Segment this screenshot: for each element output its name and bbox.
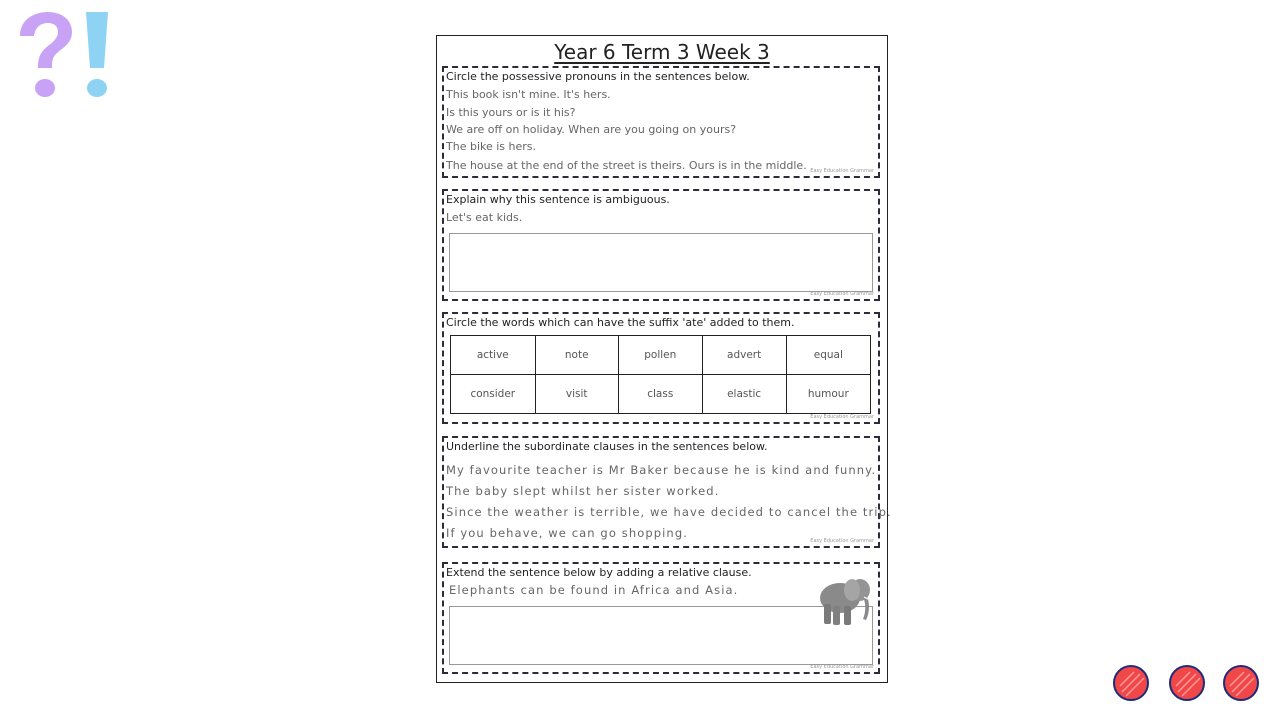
sentence-line: The house at the end of the street is theirs. Ours is in the middle. xyxy=(446,159,807,172)
watermark: Easy Education Grammar xyxy=(810,168,874,174)
elephant-icon xyxy=(810,570,874,630)
section-subordinate-clauses xyxy=(442,436,892,548)
answer-box[interactable] xyxy=(449,233,873,292)
sentence-line: The baby slept whilst her sister worked. xyxy=(446,484,720,498)
word-cell[interactable]: active xyxy=(451,336,536,375)
sentence-line: We are off on holiday. When are you going on yours? xyxy=(446,123,737,136)
watermark: Easy Education Grammar xyxy=(810,664,874,670)
watermark: Easy Education Grammar xyxy=(810,538,874,544)
section-question: Explain why this sentence is ambiguous. xyxy=(446,193,670,206)
word-cell[interactable]: equal xyxy=(786,336,870,375)
watermark: Easy Education Grammar xyxy=(810,291,874,297)
section-question: Extend the sentence below by adding a relative clause. xyxy=(446,566,752,579)
word-cell[interactable]: pollen xyxy=(618,336,702,375)
question-exclaim-logo xyxy=(12,8,116,104)
section-question: Circle the words which can have the suffix 'ate' added to them. xyxy=(446,316,795,329)
sentence-line: This book isn't mine. It's hers. xyxy=(446,88,611,101)
sentence-line: Since the weather is terrible, we have decided to cancel the trip. xyxy=(446,505,892,519)
word-cell[interactable]: elastic xyxy=(702,375,786,414)
scribble-dot-icon xyxy=(1168,664,1206,702)
sentence-line: My favourite teacher is Mr Baker because he is kind and funny. xyxy=(446,463,877,477)
scribble-dot-icon xyxy=(1112,664,1150,702)
sentence-line: Let's eat kids. xyxy=(446,211,523,224)
section-ambiguous-sentence xyxy=(442,189,880,301)
progress-dots xyxy=(1112,664,1264,706)
scribble-dot-icon xyxy=(1222,664,1260,702)
section-relative-clause xyxy=(442,562,880,674)
section-question: Underline the subordinate clauses in the sentences below. xyxy=(446,440,768,453)
word-cell[interactable]: visit xyxy=(535,375,618,414)
word-cell[interactable]: class xyxy=(618,375,702,414)
question-mark-icon xyxy=(20,12,72,97)
word-table xyxy=(450,335,871,414)
sentence-line: If you behave, we can go shopping. xyxy=(446,526,688,540)
word-cell[interactable]: consider xyxy=(451,375,536,414)
section-question: Circle the possessive pronouns in the sentences below. xyxy=(446,70,750,83)
sentence-line: Elephants can be found in Africa and Asia. xyxy=(449,583,739,597)
logo-icon xyxy=(12,8,116,104)
watermark: Easy Education Grammar xyxy=(810,414,874,420)
section-suffix-ate xyxy=(442,312,880,424)
exclamation-mark-icon xyxy=(86,12,108,97)
worksheet xyxy=(436,35,892,683)
sentence-line: Is this yours or is it his? xyxy=(446,106,576,119)
section-possessive-pronouns xyxy=(442,66,880,178)
sentence-line: The bike is hers. xyxy=(446,140,537,153)
worksheet-title: Year 6 Term 3 Week 3 xyxy=(554,40,770,64)
word-cell[interactable]: advert xyxy=(702,336,786,375)
word-cell[interactable]: humour xyxy=(786,375,870,414)
word-cell[interactable]: note xyxy=(535,336,618,375)
